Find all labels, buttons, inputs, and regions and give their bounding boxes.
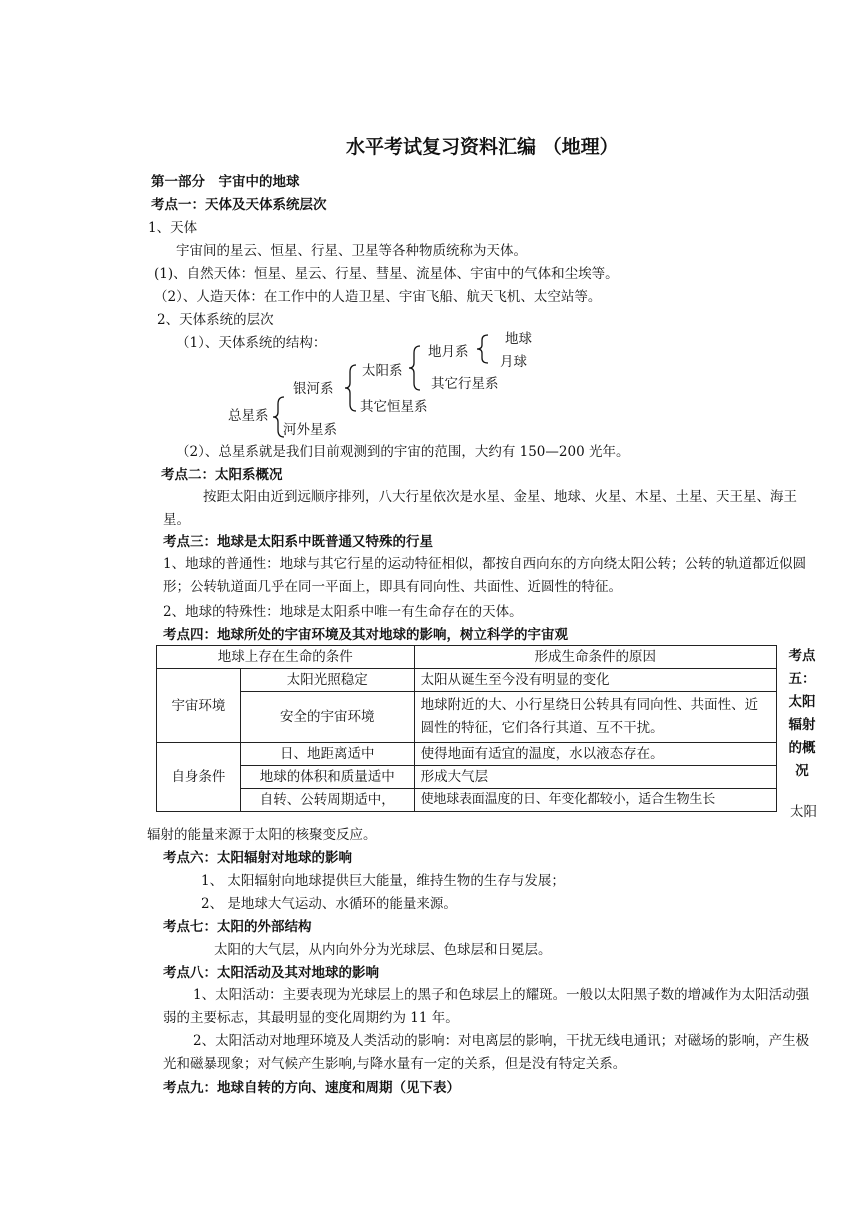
life-conditions-table	[156, 645, 777, 812]
tree-taiyangxi: 太阳系	[362, 363, 403, 379]
part-heading: 第一部分 宇宙中的地球	[151, 174, 300, 190]
kp1-s2: 2、天体系统的层次	[157, 312, 274, 328]
table-group-cell: 宇宙环境	[157, 669, 241, 743]
kp3-heading: 考点三：地球是太阳系中既普通又特殊的行星	[163, 534, 433, 550]
tree-yueqiu: 月球	[500, 354, 527, 370]
table-cell: 安全的宇宙环境	[240, 692, 414, 743]
table-group-cell: 自身条件	[157, 743, 241, 812]
kp9-heading: 考点九：地球自转的方向、速度和周期（见下表）	[163, 1080, 460, 1096]
page-title: 水平考试复习资料汇编 （地理）	[346, 136, 619, 158]
tree-diqiu: 地球	[505, 331, 532, 347]
kp1-artificial: （2）、人造天体：在工作中的人造卫星、宇宙飞船、航天飞机、太空站等。	[154, 289, 602, 305]
table-cell: 地球附近的大、小行星绕日公转具有同向性、共面性、近圆性的特征，它们各行其道、互不干扰。	[414, 692, 776, 743]
kp5-side-line: 的概	[788, 740, 816, 756]
kp1-s1-text: 宇宙间的星云、恒星、行星、卫星等各种物质统称为天体。	[176, 243, 527, 259]
tree-diyuexi: 地月系	[428, 344, 469, 360]
table-cell: 太阳从诞生至今没有明显的变化	[414, 669, 776, 692]
kp1-natural: (1)、自然天体：恒星、星云、行星、彗星、流星体、宇宙中的气体和尘埃等。	[154, 266, 619, 282]
table-cell: 地球的体积和质量适中	[240, 766, 414, 789]
kp1-s2-2: （2）、总星系就是我们目前观测到的宇宙的范围，大约有 150—200 光年。	[176, 444, 630, 460]
brace-taiyangxi	[408, 345, 422, 391]
tree-qitaxingxingxi: 其它行星系	[431, 376, 499, 392]
table-row	[157, 743, 777, 766]
tree-qitahengxingxi: 其它恒星系	[360, 399, 428, 415]
table-cell: 使得地面有适宜的温度，水以液态存在。	[414, 743, 776, 766]
kp7-heading: 考点七：太阳的外部结构	[163, 919, 312, 935]
table-header-cell: 形成生命条件的原因	[414, 646, 776, 669]
kp5-side-line: 太阳	[788, 694, 816, 710]
kp6-p1: 1、 太阳辐射向地球提供巨大能量，维持生物的生存与发展；	[201, 873, 565, 889]
kp6-p2: 2、 是地球大气运动、水循环的能量来源。	[201, 896, 457, 912]
kp6-heading: 考点六：太阳辐射对地球的影响	[163, 850, 352, 866]
table-row	[157, 692, 777, 743]
table-row	[157, 669, 777, 692]
tree-zongxingxi: 总星系	[228, 408, 269, 424]
brace-yinhexi	[344, 364, 358, 412]
kp5-side-heading	[787, 645, 817, 783]
kp5-side-line: 辐射	[788, 717, 816, 733]
kp1-s1: 1、天体	[148, 220, 198, 236]
table-cell: 自转、公转周期适中，	[240, 789, 414, 812]
table-header-row	[157, 646, 777, 669]
kp1-s2-1: （1）、天体系统的结构：	[176, 335, 327, 351]
brace-diyuexi	[476, 334, 490, 364]
kp3-p2: 2、地球的特殊性：地球是太阳系中唯一有生命存在的天体。	[163, 604, 523, 620]
kp5-side-line: 五：	[788, 671, 816, 687]
kp2-text: 按距太阳由近到远顺序排列，八大行星依次是水星、金星、地球、火星、木星、土星、天王星、海王星。	[163, 489, 797, 528]
kp5-side-line: 考点	[788, 648, 816, 664]
kp8-heading: 考点八：太阳活动及其对地球的影响	[163, 965, 379, 981]
kp5-side-line: 况	[795, 763, 809, 779]
table-cell: 日、地距离适中	[240, 743, 414, 766]
table-cell: 使地球表面温度的日、年变化都较小，适合生物生长	[414, 789, 776, 812]
kp3-p1: 1、地球的普通性：地球与其它行星的运动特征相似，都按自西向东的方向绕太阳公转；公转的轨道都近似圆形；公转轨道面几乎在同一平面上，即具有同向性、共面性、近圆性的特征。	[163, 556, 807, 595]
table-row	[157, 789, 777, 812]
kp8-p1: 1、太阳活动：主要表现为光球层上的黑子和色球层上的耀斑。一般以太阳黑子数的增减作为太阳活动强弱的主要标志，其最明显的变化周期约为 11 年。	[163, 987, 810, 1026]
kp8-p2: 2、太阳活动对地理环境及人类活动的影响：对电离层的影响，干扰无线电通讯；对磁场的影响，产生极光和磁暴现象；对气候产生影响,与降水量有一定的关系，但是没有特定关系。	[163, 1033, 810, 1072]
kp5-text-start: 太阳	[790, 804, 817, 820]
kp1-heading: 考点一：天体及天体系统层次	[151, 197, 327, 213]
table-row	[157, 766, 777, 789]
table-cell: 形成大气层	[414, 766, 776, 789]
kp5-text-rest: 辐射的能量来源于太阳的核聚变反应。	[147, 827, 377, 843]
kp4-heading: 考点四：地球所处的宇宙环境及其对地球的影响，树立科学的宇宙观	[163, 627, 568, 643]
kp7-text: 太阳的大气层，从内向外分为光球层、色球层和日冕层。	[214, 942, 552, 958]
tree-yinhexi: 银河系	[293, 381, 334, 397]
table-header-cell: 地球上存在生命的条件	[157, 646, 415, 669]
kp2-heading: 考点二：太阳系概况	[161, 467, 283, 483]
tree-hewaixingxi: 河外星系	[283, 422, 337, 438]
table-cell: 太阳光照稳定	[240, 669, 414, 692]
